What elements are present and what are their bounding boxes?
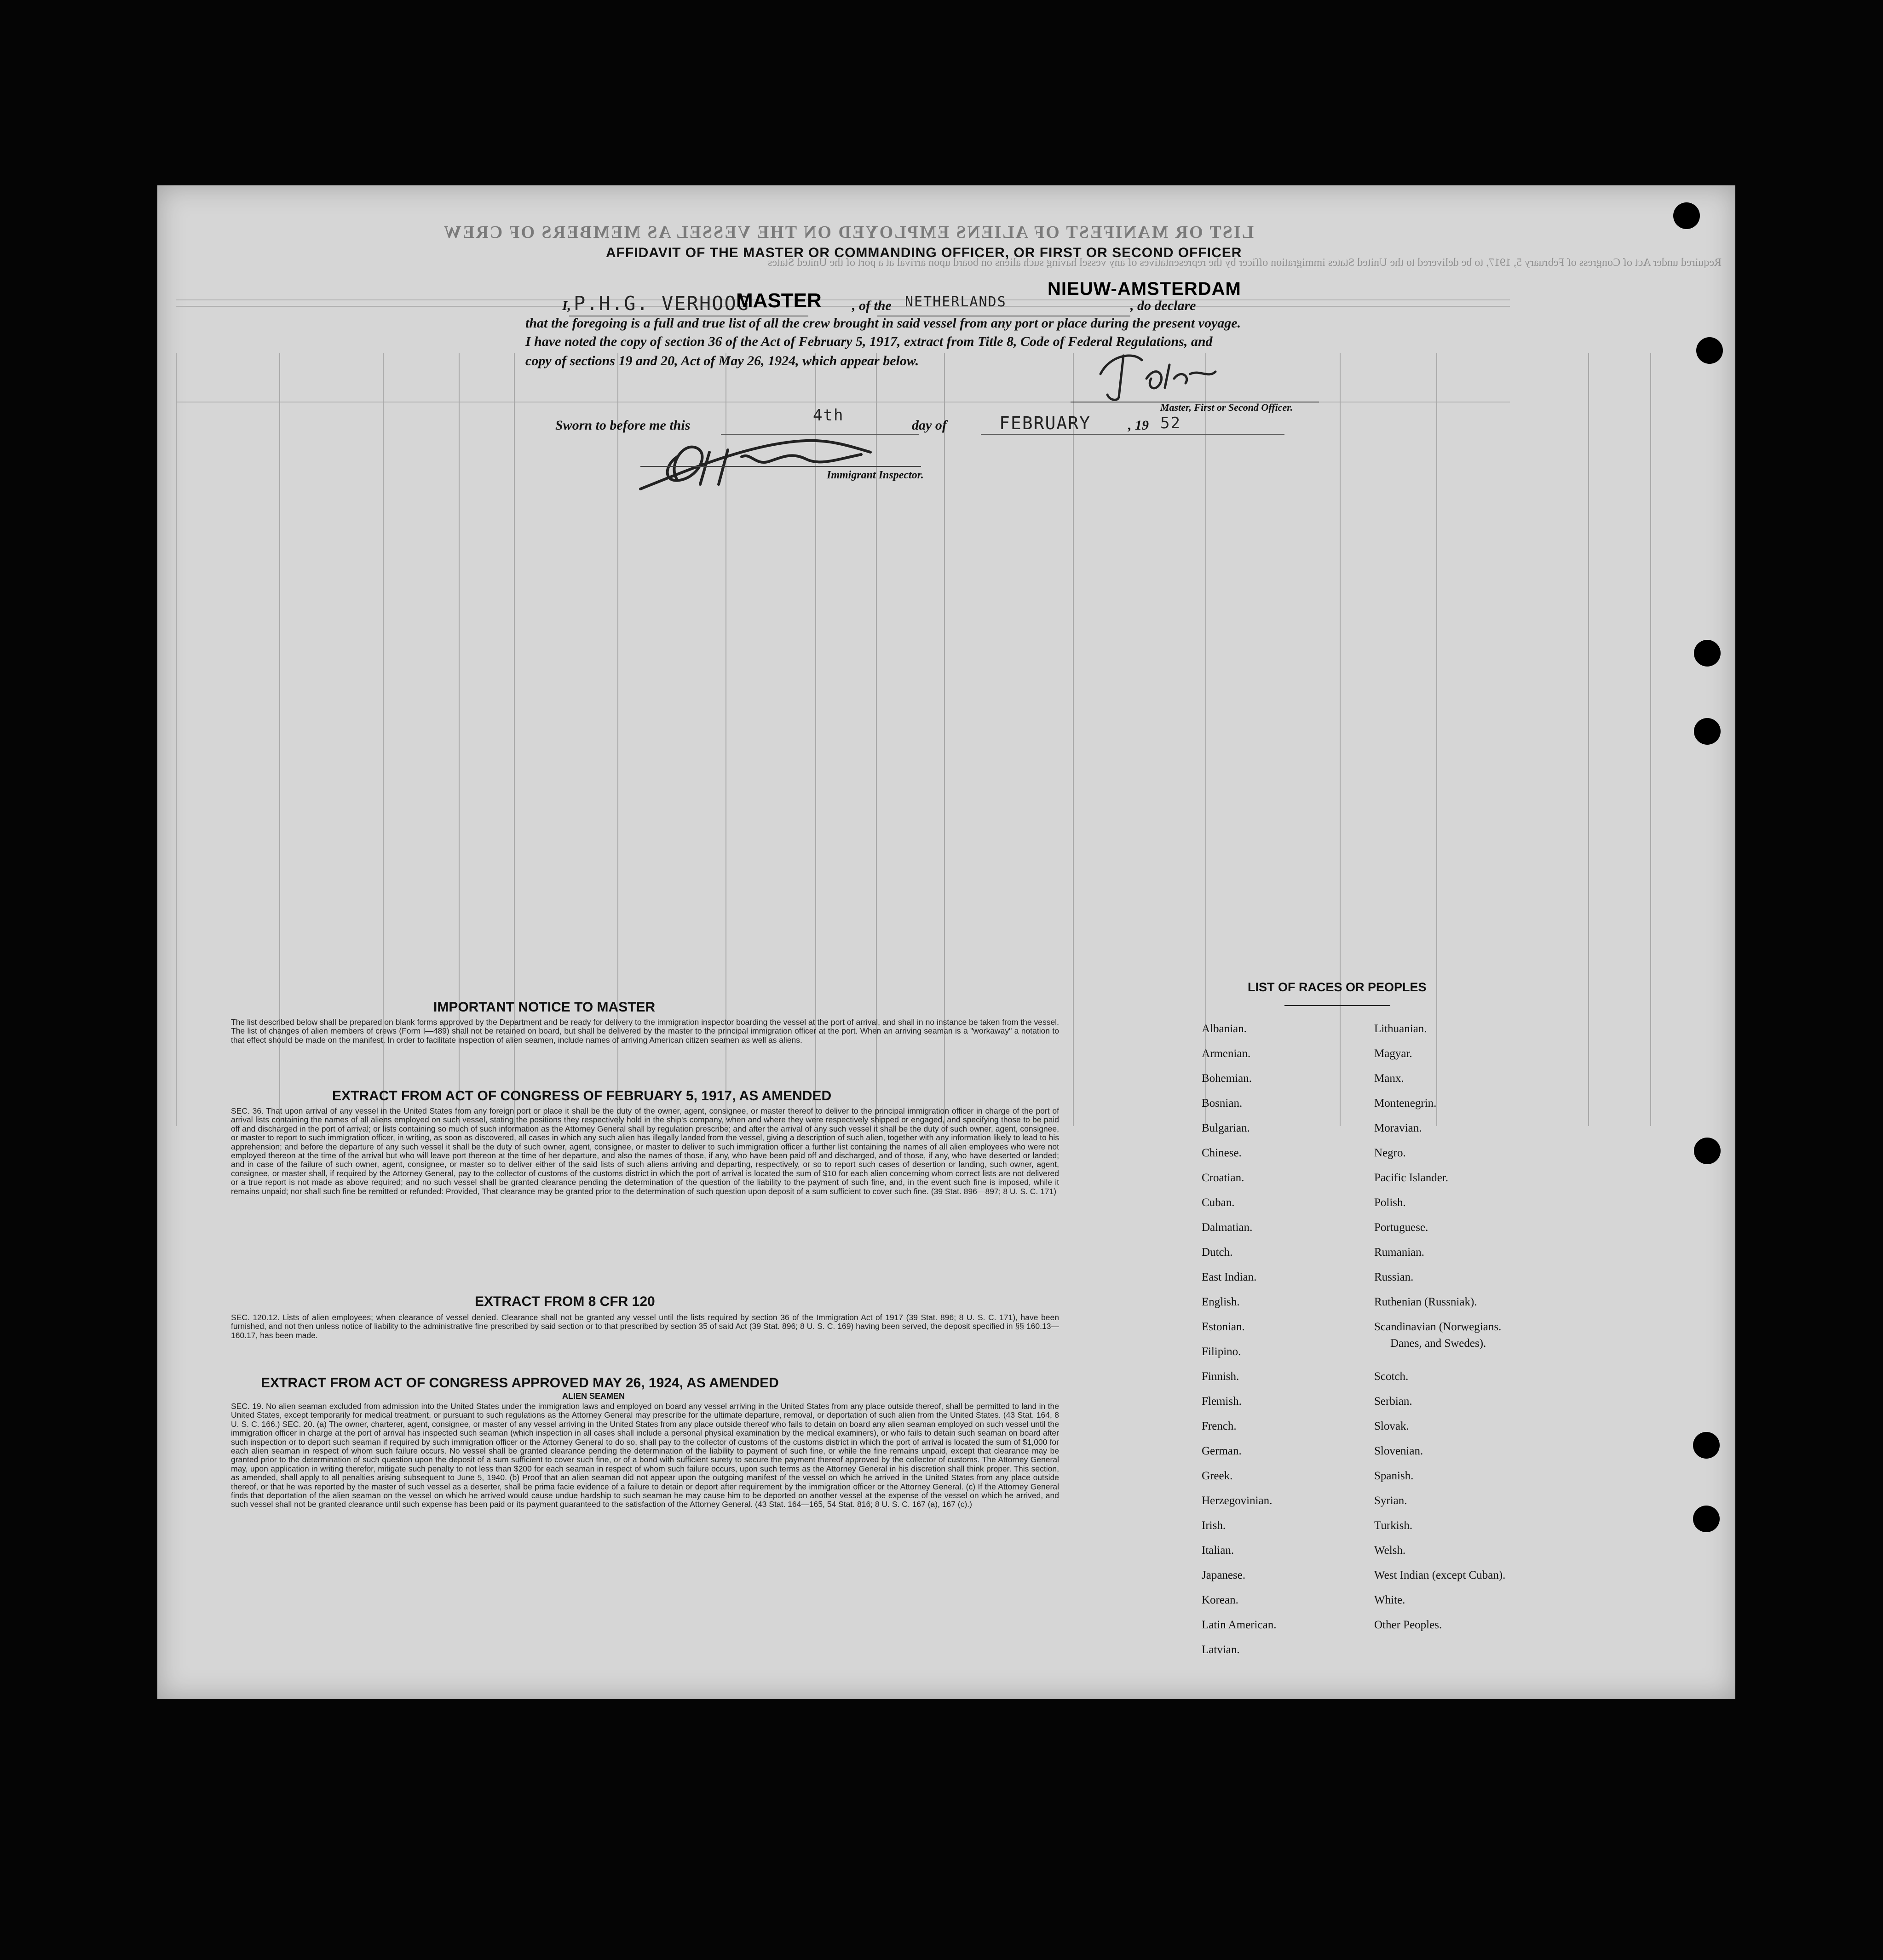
race-left-12: Estonian. [1202,1321,1245,1333]
master-rank: MASTER [736,289,822,312]
master-name: P.H.G. VERHOOG [574,292,750,315]
race-right-20: Turkish. [1374,1519,1413,1532]
race-left-20: Irish. [1202,1519,1226,1532]
race-right-14: Scotch. [1374,1370,1409,1383]
manifest-page [157,185,1735,1699]
races-title: LIST OF RACES OR PEOPLES [1248,980,1427,994]
sworn-month: FEBRUARY [999,413,1091,433]
extract-1917-title: EXTRACT FROM ACT OF CONGRESS OF FEBRUARY 5, 1917, AS AMENDED [332,1088,832,1104]
race-left-25: Latvian. [1202,1644,1240,1656]
extract-1924-text: SEC. 19. No alien seaman excluded from admission into the United States under the immigration laws and employed on board any vessel arriving in the United States from any place outside thereof, shall be permitted to land in the United States, except temporarily for medical treatment, or pursuant to such regulations as the Attorney General may prescribe for the ultimate departure, removal, or deportation of such alien from the United States. (43 Stat. 164, 8 U. S. C. 166.) SEC. 20. (a) The owner, charterer, agent, consignee, or master of any vessel arriving in the United States from any place outside thereof who fails to detain on board any alien seaman employed on such vessel until the immigration officer in charge at the port of arrival has inspected such seaman (which inspection in all cases shall include a personal physical examination by the medical examiners), or who fails to detain such seaman on board after such inspection or to deport such seaman if required by such immigration officer or the Attorney General to do so, shall pay to the collector of customs of the customs district in which the port of arrival is located the sum of $1,000 for each alien seaman in respect of whom such failure occurs. No vessel shall be granted clearance pending the determination of the liability to payment of such fine, or while the fine remains unpaid, except that clearance may be granted prior to the determination of such question upon the deposit of a sum sufficient to cover such fine, or of a bond with sufficient surety to secure the payment thereof approved by the collector of customs. The Attorney General may, upon application in writing therefor, mitigate such penalty to not less than $200 for each seaman in respect of whom such failure occurs, upon such terms as the Attorney General in his discretion shall think proper. This section, as amended, shall apply to all penalties arising subsequent to June 5, 1940. (b) Proof that an alien seaman did not appear upon the outgoing manifest of the vessel on which he arrived in the United States from any place outside thereof, or that he was reported by the master of such vessel as a deserter, shall be prima facie evidence of a failure to detain or deport after requirement by the immigration officer or the Attorney General. (c) If the Attorney General finds that deportation of the alien seaman on the vessel on which he arrived would cause undue hardship to such seaman he may cause him to be deported on another vessel at the expense of the vessel on which he arrived, and such vessel shall not be granted clearance until such expense has been paid or its payment guaranteed to the satisfaction of the Attorney General. (43 Stat. 164—165, 54 Stat. 816; 8 U. S. C. 167 (a), 167 (c).) [231,1402,1059,1509]
race-left-15: Flemish. [1202,1395,1242,1408]
race-right-16: Slovak. [1374,1420,1409,1432]
race-right-12: Scandinavian (Norwegians. [1374,1321,1502,1333]
race-left-17: German. [1202,1445,1242,1457]
race-left-14: Finnish. [1202,1370,1239,1383]
affidavit-line-4: copy of sections 19 and 20, Act of May 26, 1924, which appear below. [525,353,919,368]
affidavit-line-2: that the foregoing is a full and true list of all the crew brought in said vessel from any port or place during the present voyage. [525,316,1241,331]
affidavit-declare: , do declare [1130,298,1196,313]
race-right-7: Polish. [1374,1196,1406,1209]
race-right-2: Manx. [1374,1072,1404,1085]
inspector-signature [631,425,916,503]
sworn-text: Sworn to before me this [555,418,691,433]
race-right-13: Danes, and Swedes). [1390,1337,1486,1350]
race-left-18: Greek. [1202,1470,1233,1482]
affidavit-of-the: , of the [852,298,892,313]
master-signature [1091,346,1229,406]
race-left-5: Chinese. [1202,1147,1242,1159]
sworn-year-prefix: , 19 [1128,418,1149,433]
notice-title: IMPORTANT NOTICE TO MASTER [433,1000,656,1015]
cfr-120-text: SEC. 120.12. Lists of alien employees; when clearance of vessel denied. Clearance shall not be granted any vessel until the lists required by section 36 of the Immigration Act of 1917 (39 Stat. 896; 8 U. S. C. 171), have been furnished, and not then unless notice of liability to the administrative fine prescribed by said section or to that prescribed by section 35 of said Act (39 Stat. 896; 8 U. S. C. 169) having been served, the deposit specified in §§ 160.13—160.17, has been made. [231,1313,1059,1340]
race-right-5: Negro. [1374,1147,1406,1159]
inspector-label: Immigrant Inspector. [827,469,924,481]
vessel-name: NIEUW-AMSTERDAM [1048,279,1241,299]
race-left-3: Bosnian. [1202,1097,1243,1109]
race-left-19: Herzegovinian. [1202,1494,1273,1507]
race-left-8: Dalmatian. [1202,1221,1253,1234]
race-left-21: Italian. [1202,1544,1234,1557]
mirrored-header-title: LIST OR MANIFEST OF ALIENS EMPLOYED ON THE VESSEL AS MEMBERS OF CREW [443,223,1254,242]
race-left-24: Latin American. [1202,1619,1277,1631]
race-right-19: Syrian. [1374,1494,1407,1507]
race-right-1: Magyar. [1374,1047,1412,1060]
extract-1924-title: EXTRACT FROM ACT OF CONGRESS APPROVED MAY 26, 1924, AS AMENDED [261,1375,779,1391]
sworn-year: 52 [1160,414,1181,432]
extract-1917-text: SEC. 36. That upon arrival of any vessel in the United States from any foreign port or place it shall be the duty of the owner, agent, consignee, or master thereof to deliver to the principal immigration officer in charge of the port of arrival lists containing the names of all aliens employed on such vessel, stating the positions they respectively hold in the ship's company, when and where they were respectively shipped or engaged, and specifying those to be paid off and discharged in the port of arrival; or lists containing so much of such information as the Attorney General shall by regulation prescribe; and after the arrival of any such vessel it shall be the duty of such owner, agent, consignee, or master to report to such immigration officer, in writing, as soon as discovered, all cases in which any such alien has illegally landed from the vessel, giving a description of such alien, together with any information likely to lead to his apprehension; and before the departure of any such vessel it shall be the duty of such owner, agent, consignee, or master to deliver to such immigration officer a further list containing the names of all alien employees who were not employed thereon at the time of the arrival but who will leave port thereon at the time of her departure, and also the names of those, if any, who have been paid off and discharged, and of those, if any, who have deserted or landed; and in case of the failure of such owner, agent, consignee, or master so to deliver either of the said lists of such aliens arriving and departing, respectively, or so to report such cases of desertion or landing, such owner, agent, consignee, or master shall, if required by the Attorney General, pay to the collector of customs of the customs district in which the port of arrival is located the sum of $10 for each alien concerning whom correct lists are not delivered or a true report is not made as above required; and no such vessel shall be granted clearance pending the determination of the question of the liability to the payment of such fine, and, in the event such fine is imposed, while it remains unpaid; nor shall such fine be remitted or refunded: Provided, That clearance may be granted prior to the determination of such question upon deposit of a sum sufficient to cover such fine. (39 Stat. 896—897; 8 U. S. C. 171) [231,1106,1059,1196]
race-right-3: Montenegrin. [1374,1097,1437,1109]
race-left-4: Bulgarian. [1202,1122,1250,1134]
race-left-6: Croatian. [1202,1172,1244,1184]
race-right-0: Lithuanian. [1374,1023,1427,1035]
affidavit-line-3: I have noted the copy of section 36 of the Act of February 5, 1917, extract from Title 8, Code of Federal Regulations, and [525,334,1213,349]
race-left-1: Armenian. [1202,1047,1251,1060]
master-signature-label: Master, First or Second Officer. [1160,402,1293,413]
race-right-21: Welsh. [1374,1544,1406,1557]
race-right-24: Other Peoples. [1374,1619,1442,1631]
vessel-nationality: NETHERLANDS [905,294,1007,310]
mirrored-header-subtitle: Required under Act of Congress of February 5, 1917, to be delivered to the United States immigration officer by the representatives of any vessel having such aliens on board upon arrival at a port of the United States [767,257,1722,269]
sworn-day: 4th [813,406,844,425]
sworn-day-of: day of [912,418,947,433]
race-left-16: French. [1202,1420,1237,1432]
race-right-9: Rumanian. [1374,1246,1425,1259]
cfr-120-title: EXTRACT FROM 8 CFR 120 [475,1294,655,1309]
race-left-11: English. [1202,1296,1240,1308]
affidavit-title: AFFIDAVIT OF THE MASTER OR COMMANDING OFFICER, OR FIRST OR SECOND OFFICER [606,245,1242,260]
race-left-2: Bohemian. [1202,1072,1252,1085]
race-left-9: Dutch. [1202,1246,1233,1259]
race-right-6: Pacific Islander. [1374,1172,1449,1184]
affidavit-i-prefix: I, [562,298,571,313]
race-right-4: Moravian. [1374,1122,1422,1134]
race-right-18: Spanish. [1374,1470,1414,1482]
race-right-10: Russian. [1374,1271,1414,1283]
race-left-10: East Indian. [1202,1271,1257,1283]
notice-text: The list described below shall be prepared on blank forms approved by the Department and be ready for delivery to the immigration inspector boarding the vessel at the port of arrival, and shall in no instance be taken from the vessel. The list of changes of alien members of crews (Form I—489) shall not be retained on board, but shall be delivered by the master to the principal immigration officer at the port. When an arriving seaman is a "workaway" a notation to that effect should be made on the manifest. In order to facilitate inspection of alien seamen, include names of arriving American citizen seamen as well as aliens. [231,1017,1059,1045]
race-right-17: Slovenian. [1374,1445,1423,1457]
race-left-22: Japanese. [1202,1569,1246,1581]
race-right-8: Portuguese. [1374,1221,1428,1234]
race-right-22: West Indian (except Cuban). [1374,1569,1506,1581]
race-left-7: Cuban. [1202,1196,1235,1209]
race-right-15: Serbian. [1374,1395,1412,1408]
race-left-0: Albanian. [1202,1023,1247,1035]
race-left-23: Korean. [1202,1594,1238,1606]
race-right-11: Ruthenian (Russniak). [1374,1296,1477,1308]
extract-1924-subtitle: ALIEN SEAMEN [562,1391,625,1401]
race-left-13: Filipino. [1202,1345,1241,1358]
race-right-23: White. [1374,1594,1405,1606]
